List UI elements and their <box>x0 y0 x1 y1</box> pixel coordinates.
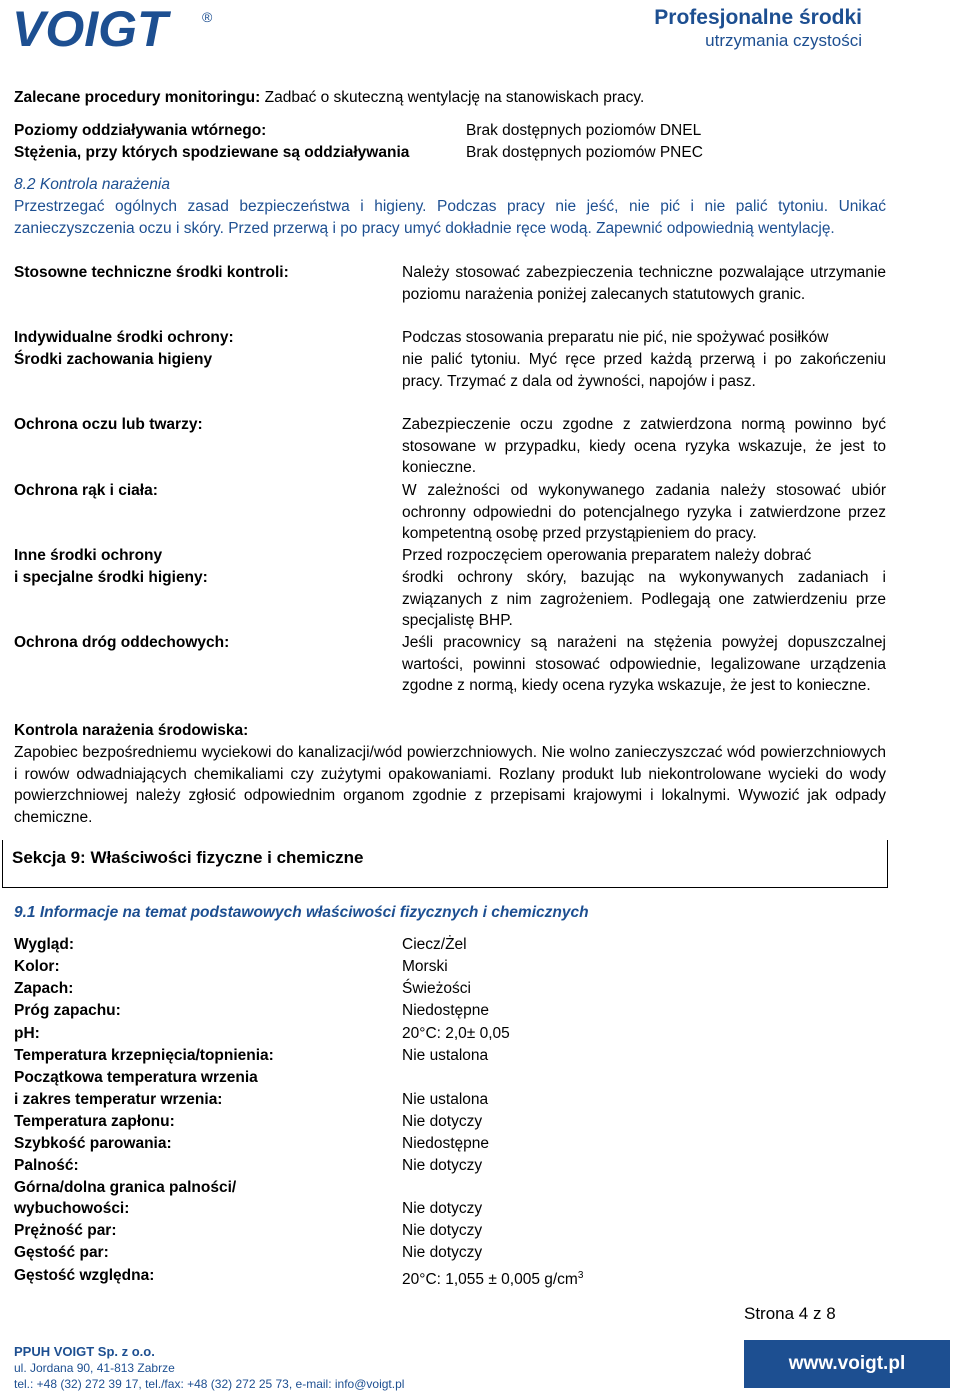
prop-label: Temperatura krzepnięcia/topnienia: <box>14 1047 274 1064</box>
prop-value: Nie ustalona <box>402 1091 489 1108</box>
prop-value: Świeżości <box>402 980 471 997</box>
logo-text: VOIGT <box>12 2 168 54</box>
prop-value: 20°C: 2,0± 0,05 <box>402 1025 510 1042</box>
control-text-technical: Należy stosować zabezpieczenia techniczne pozwalające utrzymanie poziomu narażenia poniżej zalecanych statutowych granic. <box>402 264 886 303</box>
prop-value: Nie ustalona <box>402 1047 489 1064</box>
levels-label-1: Poziomy oddziaływania wtórnego: <box>14 122 267 139</box>
prop-value: Nie dotyczy <box>402 1244 483 1261</box>
control-text-eyes: Zabezpieczenie oczu zgodne z zatwierdzona normą powinno być stosowane w przypadku, kiedy ocena ryzyka wskazuje, że jest to konieczne. <box>402 416 886 477</box>
control-label-technical: Stosowne techniczne środki kontroli: <box>14 264 289 281</box>
levels-value-2: Brak dostępnych poziomów PNEC <box>466 144 703 161</box>
control-label-individual: Indywidualne środki ochrony: <box>14 329 234 346</box>
monitoring-line <box>14 87 644 109</box>
control-label-other-2: i specjalne środki higieny: <box>14 569 208 586</box>
control-label-eyes: Ochrona oczu lub twarzy: <box>14 416 203 433</box>
section-9-title: Sekcja 9: Właściwości fizyczne i chemiczne <box>12 848 364 867</box>
prop-value: Niedostępne <box>402 1135 490 1152</box>
monitoring-label: Zalecane procedury monitoringu: <box>14 89 261 106</box>
footer-company: PPUH VOIGT Sp. z o.o. <box>14 1344 155 1359</box>
section-8-2-text: Przestrzegać ogólnych zasad bezpieczeństwa i higieny. Podczas pracy nie jeść, nie pić i nie palić tytoniu. Unikać zanieczyszczenia oczu i skóry. Przed przerwą i po pracy umyć dokładnie ręce wodą. Zapewnić odpowiednią wentylację. <box>14 198 886 237</box>
section-9-1-title: 9.1 Informacje na temat podstawowych właściwości fizycznych i chemicznych <box>14 904 589 921</box>
prop-value: Ciecz/Żel <box>402 936 467 953</box>
prop-label: Palność: <box>14 1157 79 1174</box>
header-subtitle: utrzymania czystości <box>705 31 862 50</box>
control-label-hygiene: Środki zachowania higieny <box>14 351 213 368</box>
prop-label: Górna/dolna granica palności/ <box>14 1179 237 1196</box>
logo-registered-mark: ® <box>202 9 213 25</box>
voigt-logo <box>12 2 222 54</box>
prop-label: Wygląd: <box>14 936 74 953</box>
prop-value: Niedostępne <box>402 1002 490 1019</box>
control-text-other: środki ochrony skóry, bazując na wykonywanych zadaniach i związanych z nim zagrożeniem. Podlegają one zatwierdzeniu prze specjalistę BHP. <box>402 569 886 630</box>
prop-value: Nie dotyczy <box>402 1113 483 1130</box>
prop-label: wybuchowości: <box>14 1200 130 1217</box>
footer-address: ul. Jordana 90, 41-813 Zabrze <box>14 1361 175 1375</box>
prop-label: Prężność par: <box>14 1222 117 1239</box>
environment-label: Kontrola narażenia środowiska: <box>14 722 249 739</box>
control-text-hands: W zależności od wykonywanego zadania należy stosować ubiór ochronny odpowiedni do potencjalnego ryzyka i zatwierdzone przez kompetentną osobę przed przystąpieniem do pracy. <box>402 482 886 543</box>
prop-label: i zakres temperatur wrzenia: <box>14 1091 223 1108</box>
header-tagline <box>654 6 862 52</box>
prop-value: Morski <box>402 958 448 975</box>
prop-value-density <box>402 1265 583 1291</box>
control-text-other-line1: Przed rozpoczęciem operowania preparatem należy dobrać <box>402 547 812 564</box>
control-text-individual: Podczas stosowania preparatu nie pić, nie spożywać posiłków <box>402 329 829 346</box>
prop-label: Próg zapachu: <box>14 1002 121 1019</box>
prop-label: Temperatura zapłonu: <box>14 1113 175 1130</box>
control-label-other-1: Inne środki ochrony <box>14 547 163 564</box>
environment-text: Zapobiec bezpośredniemu wyciekowi do kanalizacji/wód powierzchniowych. Nie wolno zanieczyszczać wód powierzchniowych i rowów odwadniających chemikaliami czy zużytymi opakowaniami. Rozlany produkt lub niekontrolowane wycieki do wody powierzchniowej należy zgłosić odpowiednim organom zgodnie z przepisami krajowymi i lokalnymi. Wywozić jak odpady chemiczne. <box>14 744 886 827</box>
footer-contact: tel.: +48 (32) 272 39 17, tel./fax: +48 (32) 272 25 73, e-mail: info@voigt.pl <box>14 1377 405 1391</box>
density-value: 20°C: 1,055 ± 0,005 g/cm <box>402 1271 578 1289</box>
footer-website[interactable]: www.voigt.pl <box>744 1340 950 1388</box>
page-number: Strona 4 z 8 <box>744 1304 836 1323</box>
prop-value: Nie dotyczy <box>402 1200 483 1217</box>
prop-label: Początkowa temperatura wrzenia <box>14 1069 258 1086</box>
section-8-2-title: 8.2 Kontrola narażenia <box>14 176 170 193</box>
prop-label: Zapach: <box>14 980 74 997</box>
prop-label: Gęstość par: <box>14 1244 109 1261</box>
density-unit-superscript: 3 <box>577 1270 584 1281</box>
control-label-respiratory: Ochrona dróg oddechowych: <box>14 634 230 651</box>
prop-label: Kolor: <box>14 958 60 975</box>
levels-label-2: Stężenia, przy których spodziewane są oddziaływania <box>14 144 410 161</box>
control-label-hands: Ochrona rąk i ciała: <box>14 482 158 499</box>
prop-value: Nie dotyczy <box>402 1157 483 1174</box>
prop-label: Szybkość parowania: <box>14 1135 172 1152</box>
control-text-hygiene: nie palić tytoniu. Myć ręce przed każdą przerwą i po zakończeniu pracy. Trzymać z dala od żywności, napojów i pasz. <box>402 351 886 390</box>
monitoring-text: Zadbać o skuteczną wentylację na stanowiskach pracy. <box>264 89 645 106</box>
header-title: Profesjonalne środki <box>654 6 862 29</box>
prop-label: Gęstość względna: <box>14 1267 155 1284</box>
prop-value: Nie dotyczy <box>402 1222 483 1239</box>
levels-value-1: Brak dostępnych poziomów DNEL <box>466 122 702 139</box>
control-text-respiratory: Jeśli pracownicy są narażeni na stężenia powyżej dopuszczalnej wartości, powinni stosować odpowiednie, legalizowane urządzenia zgodne z normą, kiedy ocena ryzyka wskazuje, że jest to konieczne. <box>402 634 886 695</box>
prop-label: pH: <box>14 1025 40 1042</box>
footer-address-block <box>14 1344 404 1392</box>
